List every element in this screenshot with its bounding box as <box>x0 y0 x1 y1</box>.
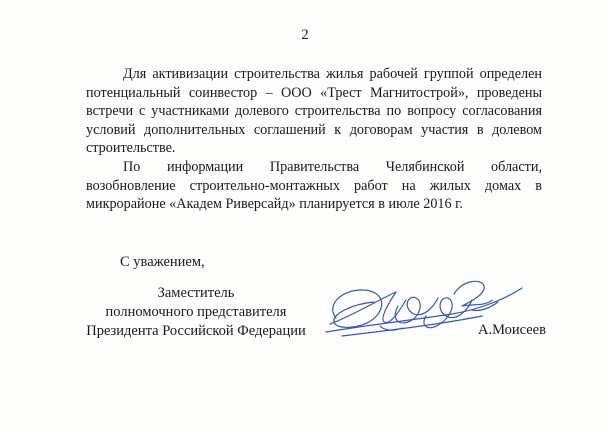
letter-body <box>86 65 542 214</box>
signatory-title <box>66 284 326 340</box>
signatory-title-line: полномочного представителя <box>105 303 287 320</box>
signatory-name: А.Моисеев <box>478 322 546 338</box>
closing-greeting: С уважением, <box>120 254 205 270</box>
page-number: 2 <box>301 27 309 43</box>
paragraph-coinvestor: Для активизации строительства жилья рабочей группой определен потенциальный соинвестор – ООО «Трест Магнитострой», проведены встречи с участниками долевого строительства по вопросу согласования условий дополнительных соглашений к договорам участия в долевом строительстве. <box>86 66 542 157</box>
signatory-title-line: Президента Российской Федерации <box>86 322 306 339</box>
paragraph-construction-resumption: По информации Правительства Челябинской области, возобновление строительно-монтажных работ на жилых домах в микрорайоне «Академ Риверсайд» планируется в июле 2016 г. <box>86 158 542 213</box>
signatory-title-line: Заместитель <box>157 285 235 301</box>
